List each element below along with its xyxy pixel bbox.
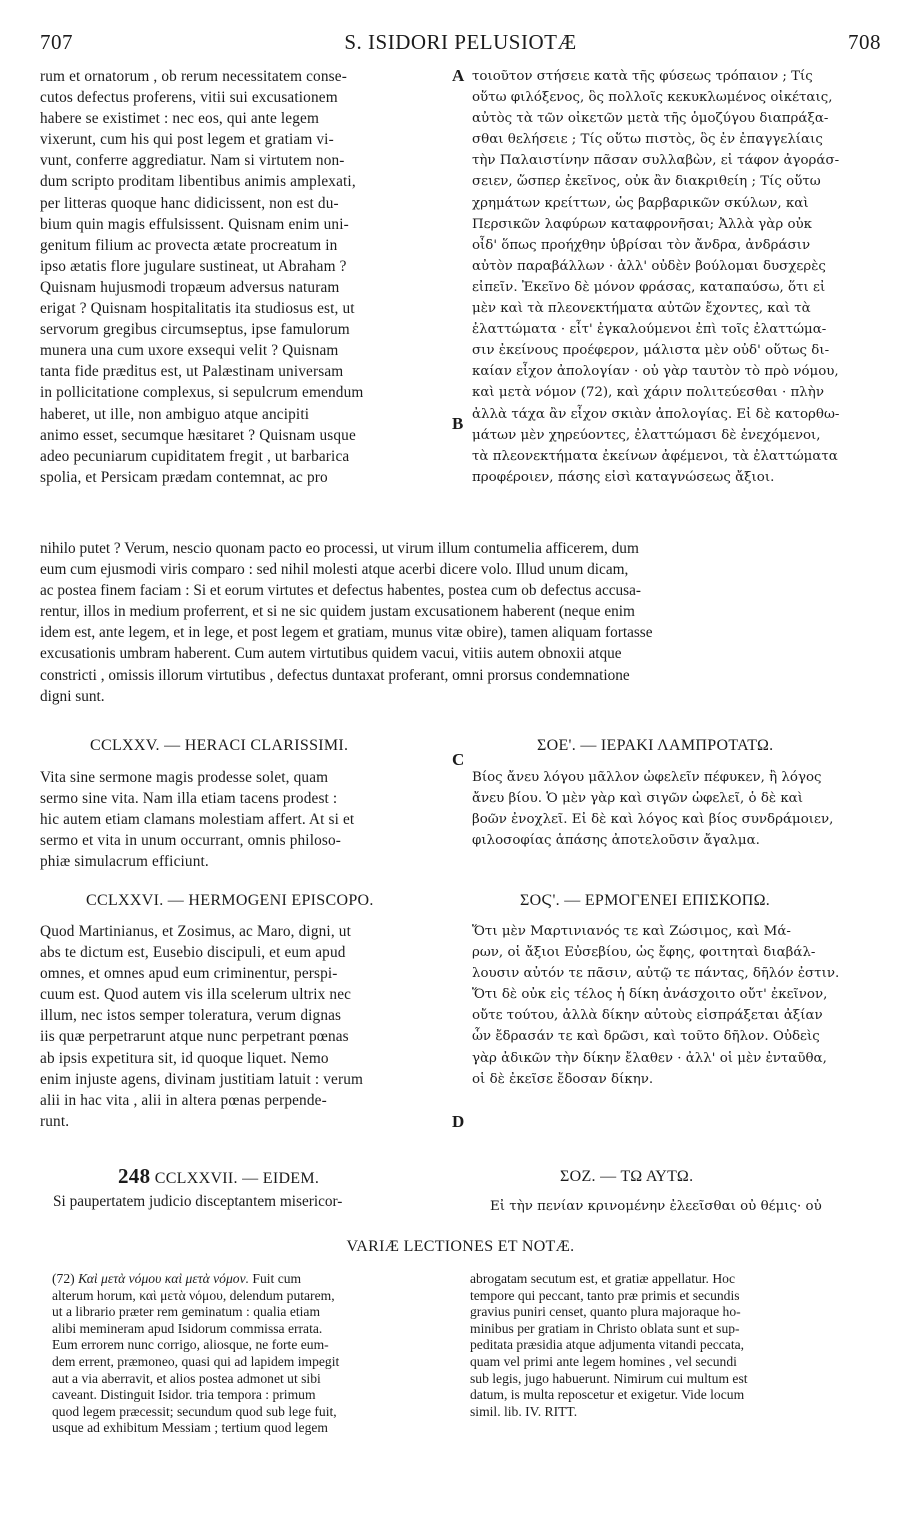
top-latin-column (40, 66, 445, 488)
latin-line: rum et ornatorum , ob rerum necessitatem conse- (40, 68, 347, 85)
greek-line: σθαι θελήσειε ; Τίς οὕτω πιστὸς, ὃς ἐν ἐπαγγελίαις (472, 132, 823, 148)
note-line: alibi memineram apud Isidorum commissa errata. (52, 1320, 323, 1336)
latin-line: in pollicitatione complexus, si sepulcrum emendum (40, 384, 364, 402)
margin-letter-b: B (452, 414, 464, 433)
page-number-left: 707 (40, 30, 73, 54)
greek-line: οὔτε τούτου, ἀλλὰ δίκην αὐτοὺς εἰσπράξεται ἀξίαν (472, 1008, 823, 1024)
note-number: (72) (52, 1271, 75, 1286)
latin-line: bium quin magis effulsissent. Quisnam enim uni- (40, 215, 349, 233)
greek-line: προφέροιεν, πάσης εἰσὶ καταγνώσεως ἄξιοι. (472, 469, 775, 485)
latin-line: phiæ simulacrum efficiunt. (40, 853, 209, 871)
greek-line: ρων, οἱ ἄξιοι Εὐσεβίου, ὡς ἔφης, φοιτηταὶ διαβάλ- (472, 945, 816, 961)
letter-277-greek-title: ΣΟΖ. — ΤΩ ΑΥΤΩ. (560, 1168, 694, 1185)
greek-line: ἀλλὰ τάχα ἂν εἶχον σκιὰν ἀπολογίας. Εἰ δὲ κατορθω- (472, 406, 840, 422)
latin-line: digni sunt. (40, 687, 105, 705)
latin-line: spolia, et Persicam prædam contemnat, ac pro (40, 468, 328, 486)
latin-line: illum, nec istos semper toleratura, verum dignas (40, 1007, 342, 1025)
letter-275-greek-title: ΣΟΕ'. — ΙΕΡΑΚΙ ΛΑΜΠΡΟΤΑΤΩ. (537, 737, 774, 754)
latin-line: tanta fide præditus est, ut Palæstinam universam (40, 363, 344, 381)
greek-line: καίαν εἶχον ἀπολογίαν · οὐ γὰρ ταυτὸν τὸ πρὸ νόμου, (472, 364, 839, 380)
greek-line: γὰρ ἀδικῶν τὴν δίκην ἔλαθεν · ἀλλ' οἱ μὲν ἐνταῦθα, (472, 1050, 827, 1066)
margin-letter-d: D (452, 1112, 465, 1131)
note-line: datum, is multa reposcetur et exigetur. Vide locum (470, 1387, 745, 1403)
greek-line: σιν ἐκείνους προέφερον, μάλιστα μὲν οὐδ' οὕτως δι- (472, 343, 830, 359)
latin-line: Quod Martinianus, et Zosimus, ac Maro, digni, ut (40, 923, 351, 940)
greek-line: εἰπεῖν. Ἐκεῖνο δὲ μόνον φράσας, καταπαύσω, ὅτι εἰ (472, 279, 826, 295)
latin-line: adeo pecuniarum cupiditatem fregit , ut barbarica (40, 447, 350, 465)
note-line: sub legis, jugo habuerunt. Nimirum cui multum est (470, 1370, 748, 1386)
greek-line: μὲν καὶ τὰ πλεονεκτήματα αὐτῶν ἔχοντες, καὶ τὰ (472, 301, 811, 317)
latin-line: vixerunt, cum his qui post legem et gratiam vi- (40, 131, 334, 149)
latin-line: sermo et vita in unum occurrant, omnis philoso- (40, 832, 342, 850)
latin-line: animo esset, secumque hæsitaret ? Quisnam usque (40, 426, 356, 444)
greek-line: μάτων μὲν χηρεύοντες, ἐλαττώμασι δὲ ἐνεχόμενοι, (472, 427, 821, 443)
latin-line: rentur, illos in medium proferrent, et si ne sic quidem justam excusationem haberent (neque enim (40, 603, 635, 621)
margin-letter-c: C (452, 750, 465, 769)
greek-line: σειεν, ὥσπερ ἐκεῖνος, οὐκ ἂν διακριθείη ; Τίς οὕτω (472, 174, 821, 190)
greek-line: χρημάτων κρείττων, ὡς βαρβαρικῶν σκύλων, καὶ (472, 195, 809, 211)
latin-line: ipso ætatis flore jugulare sustineat, ut Abraham ? (40, 257, 347, 275)
latin-line: abs te dictum est, Eusebio discipuli, et eum apud (40, 944, 346, 962)
latin-line: haberet, ut ille, non ambiguo atque ancipiti (40, 405, 310, 423)
latin-line: ac postea finem faciam : Si et eorum virtutes et defectus habentes, postea cum ob defectus accusa- (40, 582, 642, 600)
latin-line: Quisnam hujusmodi tropæum adversus naturam (40, 278, 340, 296)
notes-heading: VARIÆ LECTIONES ET NOTÆ. (346, 1238, 575, 1255)
greek-line: ὧν ἔδρασάν τε καὶ δρῶσι, καὶ τοῦτο δῆλον. Οὐδεὶς (472, 1029, 820, 1045)
latin-line: munera una cum uxore exsequi velit ? Quisnam (40, 342, 339, 360)
latin-line: idem est, ante legem, et in lege, et post legem et gratiam, munus vitæ obire), tamen aliquam fortasse (40, 624, 653, 642)
latin-line: erigat ? Quisnam hospitalitatis ita studiosus est, ut (40, 300, 355, 318)
margin-letter-a: A (452, 66, 465, 85)
latin-line: eum cum ejusmodi viris comparo : sed nihil molesti atque acerbi dicere volo. Illud unum dicam, (40, 561, 629, 579)
note-line: alterum horum, καὶ μετὰ νόμου, delendum putarem, (52, 1287, 335, 1303)
note-line: quam vel primi ante legem homines , vel secundi (470, 1353, 737, 1369)
notes-left-column (52, 1271, 452, 1437)
latin-line: servorum gregibus circumseptus, ipse famulorum (40, 321, 350, 339)
latin-line: Vita sine sermone magis prodesse solet, quam (40, 769, 329, 786)
greek-line: αὐτὸς τὰ τῶν οἰκετῶν μετὰ τῆς ὁμοζύγου διαπράξα- (472, 111, 829, 127)
greek-line: Ὅτι μὲν Μαρτινιανός τε καὶ Ζώσιμος, καὶ Μά- (472, 924, 791, 939)
greek-line: οἱ δὲ ἐκεῖσε ἔδοσαν δίκην. (472, 1071, 654, 1087)
letter-277-greek-text: Εἰ τὴν πενίαν κρινομένην ἐλεεῖσθαι οὐ θέμις· οὐ (490, 1199, 822, 1214)
top-greek-column (472, 66, 892, 488)
greek-line: Βίος ἄνευ λόγου μᾶλλον ὠφελεῖν πέφυκεν, ἢ λόγος (472, 770, 822, 785)
greek-line: τὴν Παλαιστίνην πᾶσαν συλλαβὼν, εἰ τάφον ἀγοράσ- (472, 153, 840, 169)
greek-line: Περσικῶν λαφύρων καταφρονῆσαι; Ἀλλὰ γὰρ οὐκ (472, 216, 813, 232)
note-lemma: Καὶ μετὰ νόμου καὶ μετὰ νόμον. (78, 1271, 250, 1286)
note-line: quod legem præcessit; secundum quod sub lege fuit, (52, 1403, 337, 1419)
latin-line: excusationis umbram haberent. Cum autem virtutibus quidem vacui, vitiis autem obnoxii atque (40, 645, 622, 663)
note-line: minibus per gratiam in Christo oblata sunt et sup- (470, 1320, 740, 1336)
latin-line: ab ipsis expetitura sit, id quoque liquet. Nemo (40, 1049, 329, 1067)
letter-277-latin-title-text: CCLXXVII. — EIDEM. (154, 1170, 320, 1187)
greek-line: ἄνευ βίου. Ὁ μὲν γὰρ καὶ σιγῶν ὠφελεῖ, ὁ δὲ καὶ (472, 791, 803, 807)
note-line: usque ad exhibitum Messiam ; tertium quod legem (52, 1420, 328, 1436)
page-number-right: 708 (848, 30, 881, 54)
greek-line: καὶ μετὰ νόμον (72), καὶ χάριν πολιτεύεσθαι · πλὴν (472, 385, 824, 401)
letter-276-latin-title: CCLXXVI. — HERMOGENI EPISCOPO. (86, 892, 374, 909)
latin-line: cutos defectus proferens, vitii sui excusationem (40, 89, 338, 107)
latin-line: habere se existimet : nec eos, qui ante legem (40, 110, 320, 128)
note-line: Eum errorem nunc corrigo, aliosque, ne forte eum- (52, 1337, 329, 1353)
greek-line: φιλοσοφίας ἁπάσης ἀποτελοῦσιν ἄγαλμα. (472, 833, 760, 849)
note-line: peditata præsidia atque adjumenta vitandi peccata, (470, 1337, 745, 1353)
note-line: aut a via aberravit, et alios postea admonet ut sibi (52, 1370, 321, 1386)
greek-line: τὰ πλεονεκτήματα ἐκείνων ἀφέμενοι, τὰ ἐλαττώματα (472, 448, 838, 464)
note-line: dem errent, præmoneo, quasi qui ad lapidem impegit (52, 1353, 340, 1369)
greek-line: οἶδ' ὅπως προήχθην ὑβρίσαι τὸν ἄνδρα, ἀνδράσιν (472, 237, 811, 253)
note-line: gravius puniri censet, quanto plura majoraque ho- (470, 1304, 741, 1320)
latin-line: omnes, et omnes apud eum criminentur, perspi- (40, 965, 338, 983)
note-first-line-rest: Fuit cum (249, 1271, 302, 1286)
latin-line: sermo sine vita. Nam illa etiam tacens prodest : (40, 790, 338, 808)
letter-275-latin-title: CCLXXV. — HERACI CLARISSIMI. (90, 737, 349, 754)
notes-right-column (470, 1271, 890, 1420)
note-line: simil. lib. IV. RITT. (470, 1403, 578, 1419)
latin-line: genitum filium ac provecta ætate procreatum in (40, 236, 338, 254)
latin-line: vunt, conferre aggrediatur. Nam si virtutem non- (40, 152, 345, 170)
greek-line: οὕτω φιλόξενος, ὃς πολλοῖς κεκυκλωμένος οἰκέταις, (472, 90, 833, 106)
latin-line: iis quæ perpetrarunt atque nunc perpetrant pœnas (40, 1028, 349, 1046)
latin-line: hic autem etiam clamans molestiam affert. At si et (40, 811, 355, 829)
greek-line: Ὅτι δὲ οὐκ εἰς τέλος ἡ δίκη ἀνάσχοιτο οὔτ' ἐκεῖνον, (472, 987, 828, 1003)
letter-277-latin-text: Si paupertatem judicio disceptantem misericor- (53, 1193, 343, 1210)
full-width-latin (40, 538, 890, 707)
latin-line: constricti , omissis illorum virtutibus , defectus duntaxat proferant, omni prorsus condemnatione (40, 666, 630, 684)
note-line: tempore qui peccant, tanto præ primis et secundis (470, 1287, 740, 1303)
latin-line: runt. (40, 1112, 70, 1130)
letter-275-latin-text (40, 767, 445, 872)
latin-line: enim injuste agens, divinam justitiam latuit : verum (40, 1070, 364, 1088)
latin-line: per litteras quoque hanc didicissent, non est du- (40, 194, 339, 212)
greek-line: λουσιν αὐτόν τε πᾶσιν, αὐτῷ τε πάντας, δῆλόν ἐστιν. (472, 966, 840, 982)
note-line: caveant. Distinguit Isidor. tria tempora : primum (52, 1387, 316, 1403)
note-line: ut a librario præter rem geminatum : qualia etiam (52, 1304, 321, 1320)
greek-line: τοιοῦτον στήσειε κατὰ τῆς φύσεως τρόπαιον ; Τίς (472, 69, 813, 84)
latin-line: cuum est. Quod autem vis illa scelerum ultrix nec (40, 986, 352, 1004)
letter-275-greek-text (472, 767, 892, 851)
column-number: 248 (118, 1164, 151, 1188)
note-line: abrogatam secutum est, et gratiæ appellatur. Hoc (470, 1271, 735, 1286)
letter-277-latin-title (118, 1164, 319, 1189)
greek-line: βοῶν ἐνοχλεῖ. Εἰ δὲ καὶ λόγος καὶ βίος συνδράμοιεν, (472, 812, 834, 828)
letter-276-latin-text (40, 921, 445, 1132)
greek-line: αὐτὸν παραβάλλων · ἀλλ' οὐδὲν βούλομαι δυσχερὲς (472, 258, 826, 274)
latin-line: dum scripto proditam libentibus animis amplexati, (40, 173, 356, 191)
greek-line: ἐλαττώματα · εἶτ' ἐγκαλούμενοι ἐπὶ τοῖς ἐλαττώμα- (472, 322, 827, 338)
running-title: S. ISIDORI PELUSIOTÆ (344, 30, 577, 54)
latin-line: nihilo putet ? Verum, nescio quonam pacto eo processi, ut virum illum contumelia afficerem, dum (40, 540, 639, 557)
latin-line: alii in hac vita , alii in altera pœnas perpende- (40, 1091, 327, 1109)
letter-276-greek-text (472, 921, 892, 1090)
letter-276-greek-title: ΣΟϚ'. — ΕΡΜΟΓΕΝΕΙ ΕΠΙΣΚΟΠΩ. (520, 892, 771, 909)
